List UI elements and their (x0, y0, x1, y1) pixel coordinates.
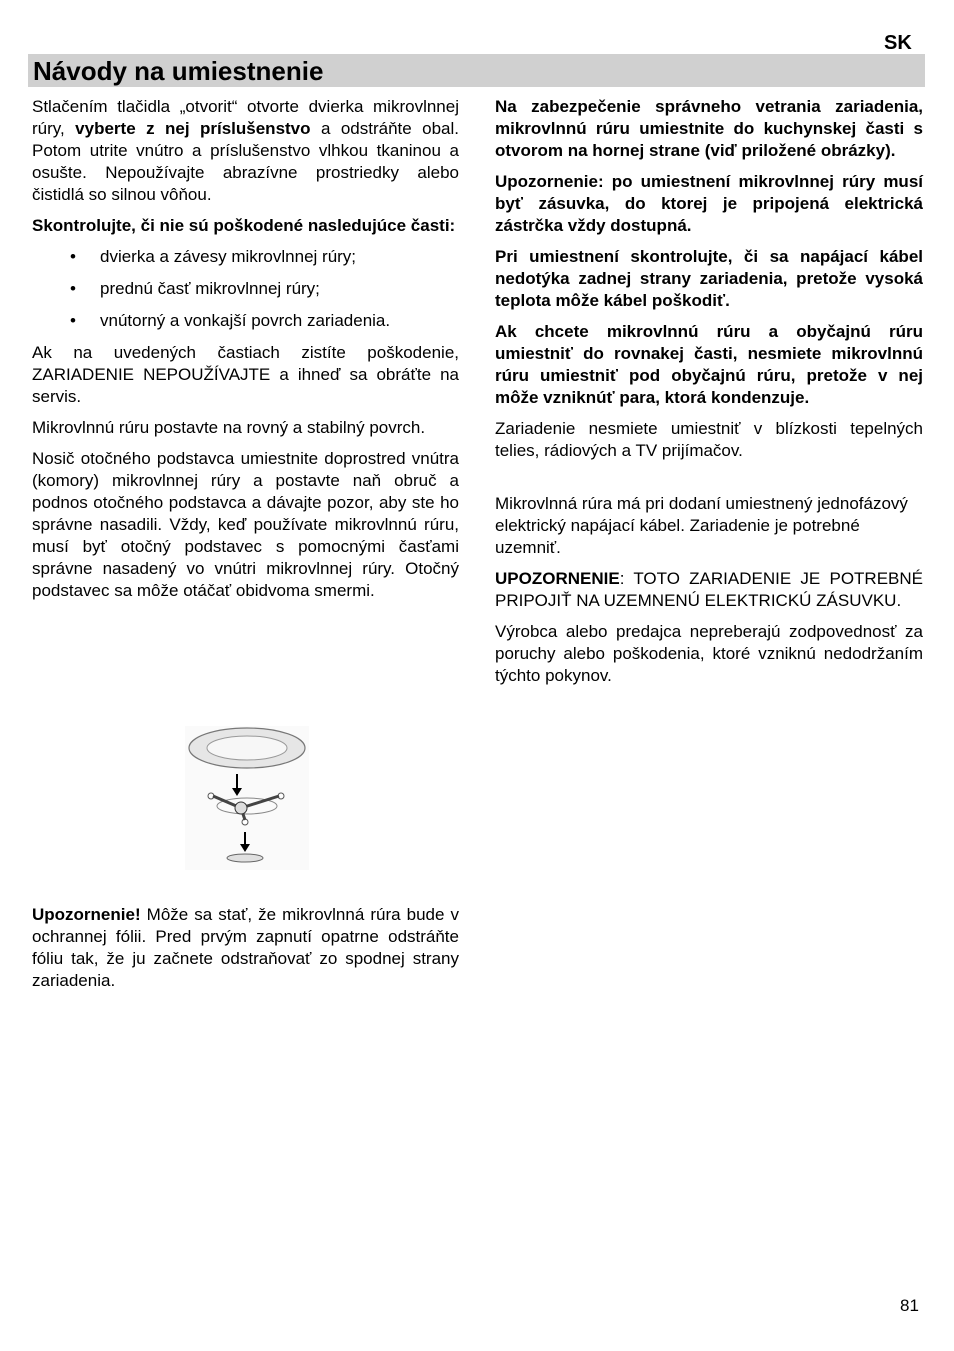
unpacking-bold: vyberte z nej príslušenstvo (75, 119, 311, 138)
turntable-paragraph: Nosič otočného podstavca umiestnite doprostred vnútra (komory) mikrovlnnej rúry a postavte naň obruč a podnos otočného podstavca a dávajte pozor, aby ste ho správne nasadili. Vždy, keď používate mikrovlnnú rúru, musí byť otočný podstavec s pomocnými časťami správne nasadený vo vnútri mikrovlnnej rúry. Otočný podstavec sa môže otáčať obidvoma smermi. (32, 449, 459, 600)
unpacking-text-end: a odstráňte obal. Potom utrite vnútro a príslušenstvo vlhkou tkaninou a osušte. Nepoužívajte abrazívne prostriedky alebo čistidlá so silnou vôňou. (32, 119, 460, 204)
page-number: 81 (900, 1296, 919, 1315)
warning-label: Upozornenie! (32, 905, 141, 924)
check-heading: Skontrolujte, či nie sú poškodené nasledujúce časti: (32, 216, 456, 235)
oven-paragraph: Ak chcete mikrovlnnú rúru a obyčajnú rúru umiestniť do rovnakej časti, nesmiete mikrovlnnú rúru umiestniť pod obyčajnú rúru, pretože v nej môže vzniknúť para, ktorá kondenzuje. (495, 322, 923, 407)
grounding-text: : TOTO ZARIADENIE JE POTREBNÉ PRIPOJIŤ NA UZEMNENÚ ELEKTRICKÚ ZÁSUVKU. (495, 569, 923, 610)
unpacking-text: Stlačením tlačidla „otvorit“ otvorte dvierka mikrovlnnej rúry, (32, 97, 459, 138)
right-column (495, 96, 923, 696)
power-cable-paragraph: Mikrovlnná rúra má pri dodaní umiestnený jednofázový elektrický napájací kábel. Zariadenie je potrebné uzemniť. (495, 494, 908, 557)
list-item: • vnútorný a vonkajší povrch zariadenia. (70, 311, 391, 330)
warning-text: Môže sa stať, že mikrovlnná rúra bude v ochrannej fólii. Pred prvým zapnutí opatrne odstráňte fóliu tak, že ju začnete odstraňovať zo spodnej strany zariadenia. (32, 905, 459, 990)
turntable-assembly-diagram (185, 726, 309, 870)
heat-sources-paragraph: Zariadenie nesmiete umiestniť v blízkosti tepelných telies, rádiových a TV prijímačov. (495, 419, 923, 460)
foil-warning (32, 904, 459, 1001)
ventilation-paragraph: Na zabezpečenie správneho vetrania zariadenia, mikrovlnnú rúru umiestnite do kuchynskej časti s otvorom na hornej strane (viď priložené obrázky). (495, 97, 923, 160)
check-list (32, 246, 459, 332)
grounding-paragraph (495, 568, 923, 612)
surface-paragraph: Mikrovlnnú rúru postavte na rovný a stabilný povrch. (32, 418, 426, 437)
unpacking-paragraph (32, 96, 459, 206)
liability-paragraph: Výrobca alebo predajca nepreberajú zodpovednosť za poruchy alebo poškodenia, ktoré vzniknú nedodržaním týchto pokynov. (495, 622, 923, 685)
title-bar (28, 54, 925, 87)
page-title: Návody na umiestnenie (33, 56, 324, 86)
socket-paragraph: Upozornenie: po umiestnení mikrovlnnej rúry musí byť zásuvka, do ktorej je pripojená elektrická zástrčka vždy dostupná. (495, 172, 923, 235)
list-item: • dvierka a závesy mikrovlnnej rúry; (70, 247, 357, 266)
list-item: • prednú časť mikrovlnnej rúry; (70, 279, 320, 298)
language-code: SK (884, 32, 912, 54)
cable-paragraph: Pri umiestnení skontrolujte, či sa napájací kábel nedotýka zadnej strany zariadenia, pretože vysoká teplota môže kábel poškodiť. (495, 247, 923, 310)
grounding-label: UPOZORNENIE (495, 569, 620, 588)
damage-paragraph: Ak na uvedených častiach zistíte poškodenie, ZARIADENIE NEPOUŽÍVAJTE a ihneď sa obráťte na servis. (32, 343, 459, 406)
left-column (32, 96, 459, 611)
